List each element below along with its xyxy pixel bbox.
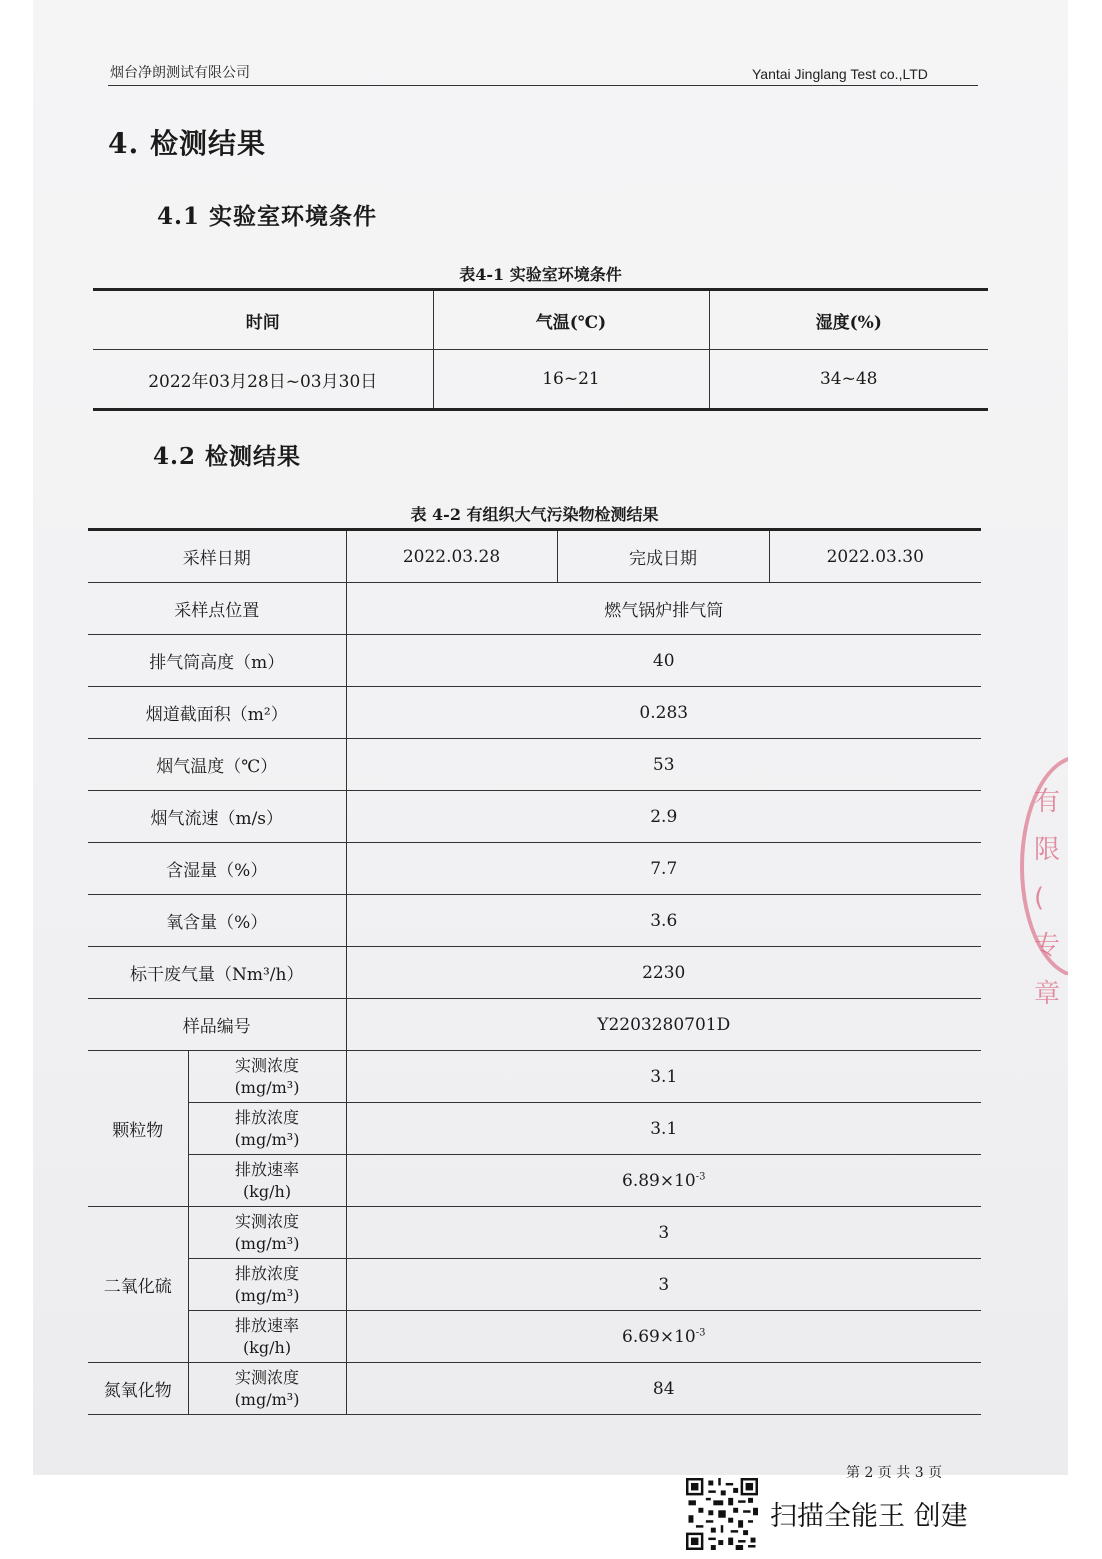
param-value: [346, 1311, 981, 1363]
table-row: [88, 1363, 981, 1415]
table-row: [88, 1311, 981, 1363]
table-row: [88, 1155, 981, 1207]
env-header-temp: 气温(℃): [433, 290, 709, 350]
env-temp-value: 16~21: [433, 350, 709, 410]
qr-code-icon: [686, 1478, 758, 1550]
param-unit: (mg/m³): [234, 1285, 300, 1305]
pollutant-name: 二氧化硫: [88, 1207, 188, 1363]
table-row: [88, 1259, 981, 1311]
param-cell: [188, 1311, 346, 1363]
row-label: 标干废气量（Nm³/h）: [88, 947, 346, 999]
page-number: 第 2 页 共 3 页: [846, 1465, 943, 1481]
param-cell: [188, 1103, 346, 1155]
param-label: 排放速率: [234, 1315, 299, 1335]
row-label: 采样点位置: [88, 583, 346, 635]
param-value: 3.1: [346, 1051, 981, 1103]
row-value: 燃气锅炉排气筒: [346, 583, 981, 635]
row-label: 烟道截面积（m²）: [88, 687, 346, 739]
value-base: 6.69×10: [622, 1326, 696, 1347]
table-row: [88, 739, 981, 791]
table-row: [88, 635, 981, 687]
param-cell: [188, 1051, 346, 1103]
row-label: 烟气流速（m/s）: [88, 791, 346, 843]
env-data-row: [93, 350, 988, 410]
param-value: 84: [346, 1363, 981, 1415]
header-company-cn: 烟台净朗测试有限公司: [110, 65, 250, 81]
env-heading: 4.1 实验室环境条件: [157, 203, 378, 230]
env-header-time: 时间: [245, 312, 280, 333]
table-row: [88, 947, 981, 999]
param-unit: (kg/h): [242, 1181, 292, 1201]
table-row: [88, 687, 981, 739]
results-table-caption: 表 4-2 有组织大气污染物检测结果: [410, 505, 659, 524]
row-value: 2230: [346, 947, 981, 999]
param-label: 排放速率: [234, 1159, 299, 1179]
param-label: 实测浓度: [234, 1055, 299, 1075]
param-value: [346, 1155, 981, 1207]
row-value: Y2203280701D: [346, 999, 981, 1051]
param-cell: [188, 1363, 346, 1415]
param-label: 实测浓度: [234, 1367, 299, 1387]
row-value: 40: [346, 635, 981, 687]
value-base: 6.89×10: [622, 1170, 696, 1191]
value-exponent: -3: [695, 1170, 706, 1182]
param-unit: (mg/m³): [234, 1129, 300, 1149]
env-header-row: [93, 290, 988, 350]
env-header-humidity: 湿度(%): [709, 290, 988, 350]
header-company-en: Yantai Jinglang Test co.,LTD: [752, 66, 928, 82]
table-row: [88, 583, 981, 635]
table-row: [88, 791, 981, 843]
param-value: 3: [346, 1259, 981, 1311]
table-row: [88, 999, 981, 1051]
row-value: 7.7: [346, 843, 981, 895]
param-unit: (mg/m³): [234, 1389, 300, 1409]
env-table: [93, 288, 988, 411]
param-unit: (mg/m³): [234, 1077, 300, 1097]
table-row: [88, 530, 981, 583]
sampling-date-value: 2022.03.28: [346, 530, 557, 583]
completion-date-value: 2022.03.30: [769, 530, 981, 583]
row-value: 2.9: [346, 791, 981, 843]
table-row: [88, 895, 981, 947]
row-label: 含湿量（%）: [88, 843, 346, 895]
pollutant-name: 氮氧化物: [88, 1363, 188, 1415]
param-unit: (kg/h): [242, 1337, 292, 1357]
row-value: 0.283: [346, 687, 981, 739]
scanner-watermark: 扫描全能王 创建: [770, 1501, 968, 1532]
param-label: 排放浓度: [234, 1107, 299, 1127]
results-heading: 4.2 检测结果: [153, 443, 302, 470]
table-row: [88, 1207, 981, 1259]
param-value: 3.1: [346, 1103, 981, 1155]
param-cell: [188, 1259, 346, 1311]
seal-text: 有限 ( 专章: [1034, 787, 1061, 1009]
row-value: 3.6: [346, 895, 981, 947]
param-label: 排放浓度: [234, 1263, 299, 1283]
env-time-value: 2022年03月28日~03月30日: [93, 350, 433, 410]
param-value: 3: [346, 1207, 981, 1259]
value-exponent: -3: [695, 1326, 706, 1338]
completion-date-label: 完成日期: [557, 530, 769, 583]
row-label: 排气筒高度（m）: [88, 635, 346, 687]
sampling-date-label: 采样日期: [88, 530, 346, 583]
row-label: 样品编号: [88, 999, 346, 1051]
env-table-caption: 表4-1 实验室环境条件: [459, 265, 622, 284]
section-title: 4. 检测结果: [108, 127, 266, 160]
param-cell: [188, 1207, 346, 1259]
table-row: [88, 1103, 981, 1155]
results-table: [88, 528, 981, 1415]
row-label: 烟气温度（℃）: [88, 739, 346, 791]
pollutant-name: 颗粒物: [88, 1051, 188, 1207]
env-humidity-value: 34~48: [709, 350, 988, 410]
param-label: 实测浓度: [234, 1211, 299, 1231]
row-value: 53: [346, 739, 981, 791]
header-divider: [108, 85, 978, 86]
row-label: 氧含量（%）: [88, 895, 346, 947]
table-row: [88, 843, 981, 895]
table-row: [88, 1051, 981, 1103]
param-unit: (mg/m³): [234, 1233, 300, 1253]
param-cell: [188, 1155, 346, 1207]
